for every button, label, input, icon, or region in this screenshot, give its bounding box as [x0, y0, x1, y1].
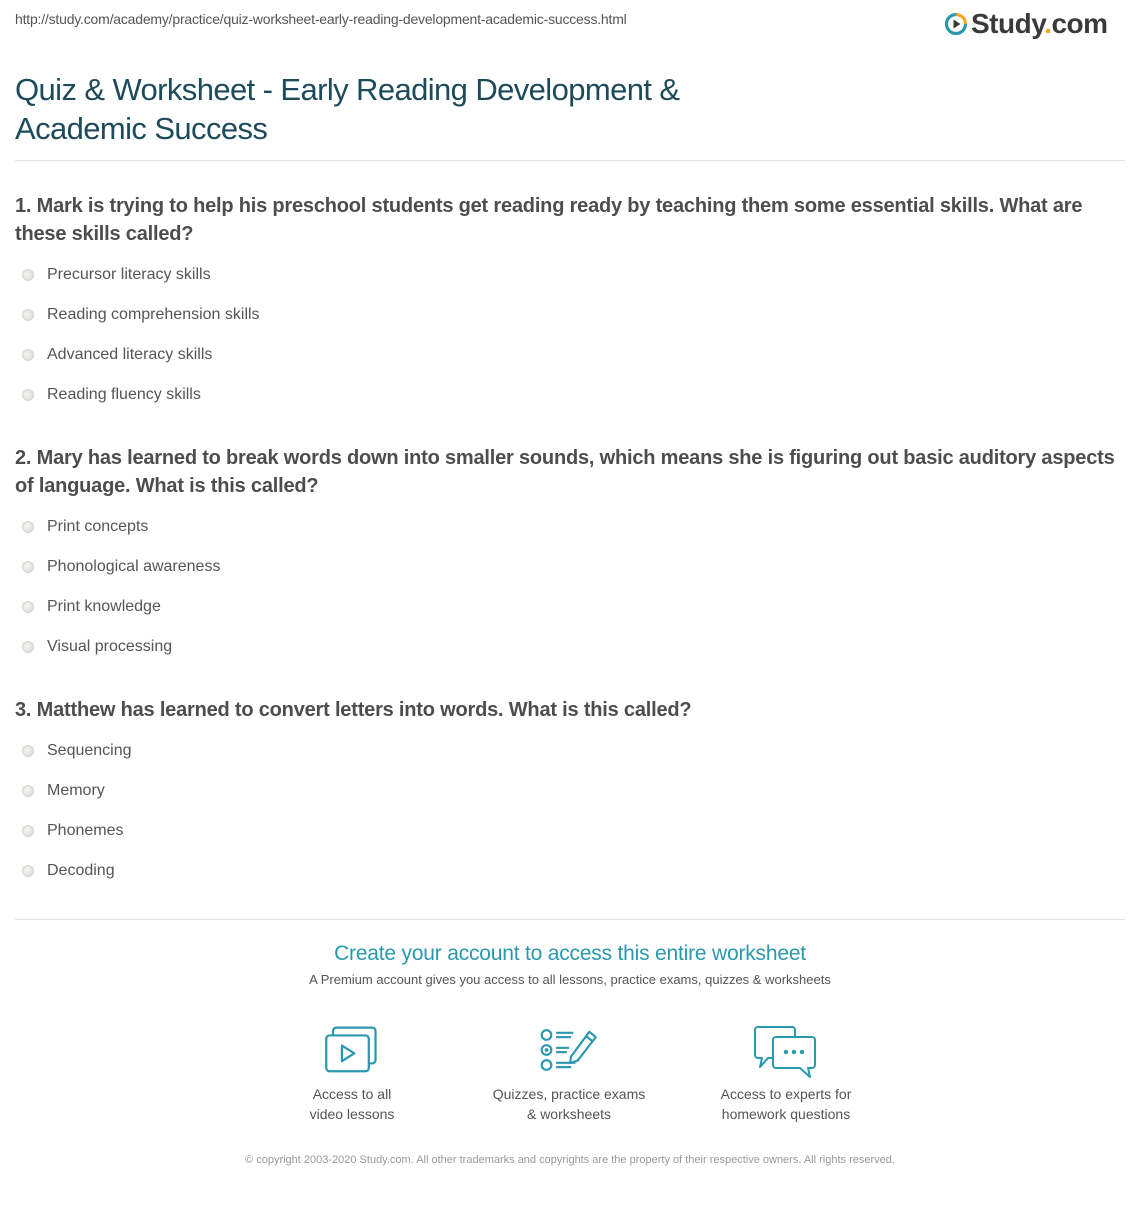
feature-experts [686, 1025, 886, 1124]
radio-button[interactable] [22, 561, 34, 573]
logo-suffix-text: com [1051, 8, 1108, 39]
feature-label-line2: video lessons [309, 1106, 395, 1122]
radio-button[interactable] [22, 785, 34, 797]
video-lessons-icon [324, 1025, 380, 1075]
feature-label-line2: & worksheets [526, 1106, 612, 1122]
option-label: Phonemes [47, 822, 124, 839]
feature-label-line1: Access to experts for [720, 1086, 852, 1102]
answer-option[interactable] [22, 547, 220, 587]
answer-option[interactable] [22, 771, 132, 811]
option-label: Print knowledge [47, 598, 161, 615]
option-label: Print concepts [47, 518, 149, 535]
content-divider [15, 919, 1125, 920]
page-url: http://study.com/academy/practice/quiz-worksheet-early-reading-development-academic-success.html [15, 11, 627, 27]
option-label: Precursor literacy skills [47, 266, 211, 283]
option-label: Phonological awareness [47, 558, 221, 575]
answer-option[interactable] [22, 851, 132, 891]
question-3: 3. Matthew has learned to convert letters into words. What is this called? [15, 699, 692, 721]
logo-dot: . [1044, 8, 1052, 39]
radio-button[interactable] [22, 865, 34, 877]
quiz-checklist-icon [539, 1025, 599, 1075]
question-2-options [22, 507, 220, 667]
page-title: Quiz & Worksheet - Early Reading Development & Academic Success [15, 72, 680, 146]
option-label: Visual processing [47, 638, 173, 655]
study-logo[interactable] [944, 9, 1108, 39]
option-label: Decoding [47, 862, 115, 879]
answer-option[interactable] [22, 295, 260, 335]
option-label: Advanced literacy skills [47, 346, 213, 363]
answer-option[interactable] [22, 587, 220, 627]
logo-wordmark [971, 9, 1108, 39]
title-divider [15, 160, 1125, 161]
radio-button[interactable] [22, 389, 34, 401]
logo-main-text: Study [971, 8, 1045, 39]
radio-button[interactable] [22, 269, 34, 281]
answer-option[interactable] [22, 335, 260, 375]
answer-option[interactable] [22, 375, 260, 415]
feature-video-lessons [252, 1025, 452, 1124]
copyright-notice: © copyright 2003-2020 Study.com. All other trademarks and copyrights are the property of their respective owners. All rights reserved. [245, 1154, 895, 1166]
radio-button[interactable] [22, 349, 34, 361]
answer-option[interactable] [22, 811, 132, 851]
radio-button[interactable] [22, 641, 34, 653]
option-label: Sequencing [47, 742, 132, 759]
option-label: Memory [47, 782, 105, 799]
answer-option[interactable] [22, 255, 260, 295]
create-account-link[interactable]: Create your account to access this entire worksheet [334, 942, 806, 965]
answer-option[interactable] [22, 627, 220, 667]
radio-button[interactable] [22, 745, 34, 757]
question-1-options [22, 255, 260, 415]
feature-label-line2: homework questions [721, 1106, 851, 1122]
question-2: 2. Mary has learned to break words down into smaller sounds, which means she is figuring out basic auditory aspects of language. What is this called? [15, 447, 1115, 497]
option-label: Reading comprehension skills [47, 306, 260, 323]
radio-button[interactable] [22, 825, 34, 837]
question-3-options [22, 731, 132, 891]
option-label: Reading fluency skills [47, 386, 201, 403]
radio-button[interactable] [22, 601, 34, 613]
answer-option[interactable] [22, 507, 220, 547]
play-ring-icon [944, 12, 968, 36]
radio-button[interactable] [22, 521, 34, 533]
premium-description: A Premium account gives you access to all lessons, practice exams, quizzes & worksheets [309, 972, 831, 987]
chat-bubbles-icon [754, 1025, 818, 1079]
answer-option[interactable] [22, 731, 132, 771]
feature-label-line1: Quizzes, practice exams [492, 1086, 646, 1102]
radio-button[interactable] [22, 309, 34, 321]
feature-quizzes [469, 1025, 669, 1124]
question-1: 1. Mark is trying to help his preschool students get reading ready by teaching them some essential skills. What are these skills called? [15, 195, 1083, 245]
feature-label-line1: Access to all [312, 1086, 392, 1102]
